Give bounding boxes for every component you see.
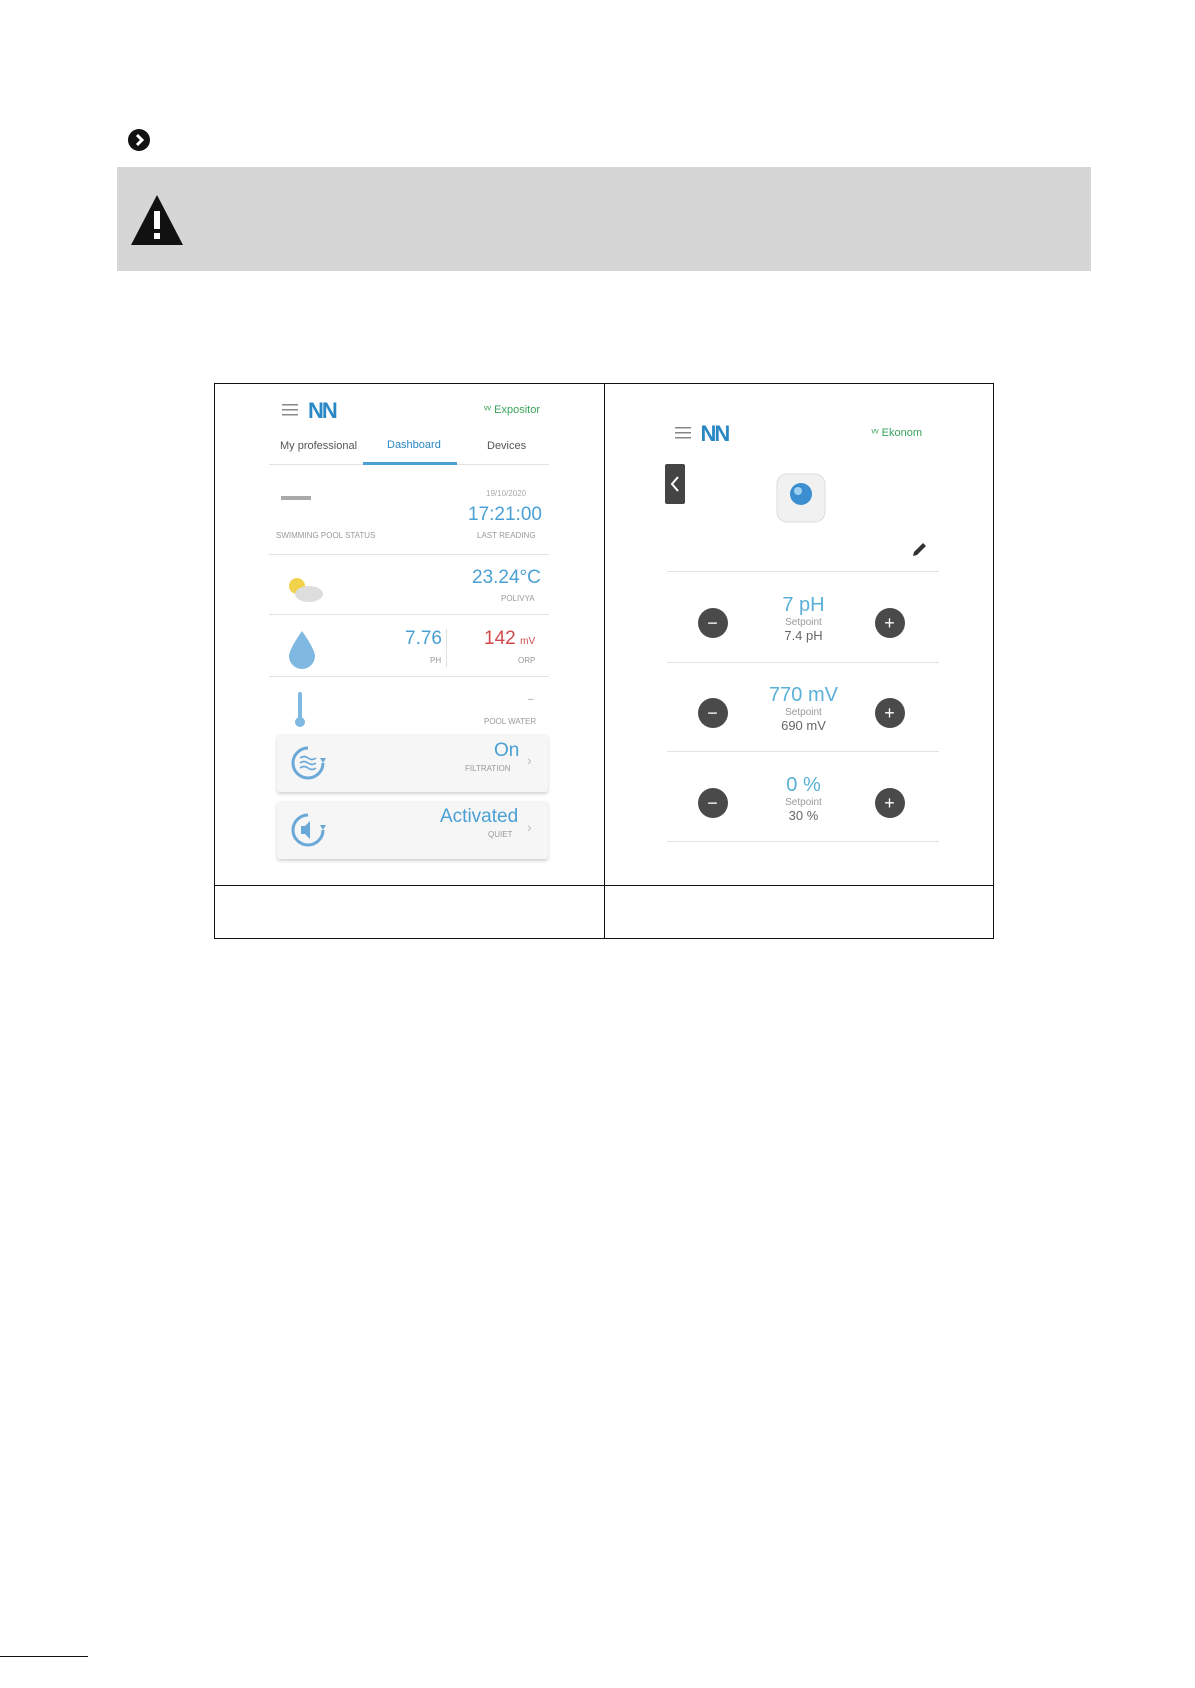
status-date: 19/10/2020 — [486, 489, 527, 498]
percent-setpoint: 30 % — [788, 808, 819, 823]
water-drop-icon — [289, 631, 315, 669]
signal-icon: ᵛᵛ — [871, 427, 882, 439]
decrease-ph-button[interactable]: − — [698, 608, 728, 638]
device-control-screen — [605, 384, 994, 885]
left-screenshot-cell — [215, 384, 605, 886]
menu-icon[interactable] — [675, 427, 691, 439]
status-label: SWIMMING POOL STATUS — [276, 531, 376, 540]
right-screenshot-cell — [604, 384, 994, 886]
weather-temperature: 23.24°C — [472, 567, 541, 588]
app-logo: NN — [700, 421, 729, 446]
thermometer-icon — [294, 692, 306, 728]
ph-current: 7 pH — [782, 594, 825, 616]
tab-my-professional[interactable]: My professional — [280, 440, 358, 452]
pool-water-label: POOL WATER — [484, 717, 537, 726]
decrease-orp-button[interactable]: − — [698, 698, 728, 728]
orp-current: 770 mV — [769, 684, 838, 706]
tab-active-indicator — [363, 462, 457, 465]
setpoint-label: Setpoint — [785, 797, 822, 808]
weather-label: POLIVYA — [501, 594, 535, 603]
chevron-right-icon: › — [527, 752, 532, 768]
status-time: 17:21:00 — [468, 504, 542, 525]
left-caption-cell — [215, 886, 605, 939]
quiet-value: Activated — [440, 806, 519, 827]
percent-current: 0 % — [786, 774, 821, 796]
ph-control — [744, 594, 864, 643]
warning-box — [117, 167, 1091, 271]
device-status[interactable] — [872, 427, 922, 439]
ph-setpoint: 7.4 pH — [784, 628, 823, 643]
status-indicator — [281, 496, 311, 500]
chevron-right-icon — [128, 129, 150, 151]
divider — [667, 662, 939, 663]
app-logo: NN — [308, 398, 336, 423]
chevron-right-icon: › — [527, 819, 532, 835]
divider — [269, 554, 549, 555]
signal-icon: ᵛᵛ — [484, 404, 495, 416]
device-status[interactable] — [484, 404, 540, 416]
partly-cloudy-icon — [285, 576, 327, 604]
device-name: Expositor — [494, 404, 540, 416]
edit-icon[interactable] — [910, 541, 928, 559]
filtration-icon — [290, 744, 326, 782]
quiet-label: QUIET — [488, 830, 513, 839]
orp-setpoint: 690 mV — [781, 718, 826, 733]
chem-separator — [446, 629, 447, 667]
divider — [269, 614, 549, 615]
back-button[interactable] — [665, 464, 685, 504]
screenshot-table — [214, 383, 994, 939]
warning-icon — [129, 193, 185, 247]
orp-control — [744, 684, 864, 733]
divider — [667, 571, 939, 572]
orp-reading — [484, 628, 535, 650]
tab-devices[interactable]: Devices — [487, 440, 527, 452]
increase-percent-button[interactable]: + — [875, 788, 905, 818]
menu-icon[interactable] — [282, 404, 298, 416]
orp-value: 142 — [484, 628, 516, 649]
increase-ph-button[interactable]: + — [875, 608, 905, 638]
ph-value: 7.76 — [405, 628, 442, 649]
filtration-label: FILTRATION — [465, 764, 511, 773]
increase-orp-button[interactable]: + — [875, 698, 905, 728]
dashboard-screen — [215, 384, 604, 885]
pool-water-value: – — [528, 694, 534, 705]
orp-unit: mV — [520, 636, 536, 647]
last-reading-label: LAST READING — [477, 531, 536, 540]
divider — [269, 676, 549, 677]
ph-label: PH — [430, 656, 442, 665]
percent-control — [744, 774, 864, 823]
orp-label: ORP — [518, 656, 536, 665]
filtration-value: On — [494, 740, 520, 761]
setpoint-label: Setpoint — [785, 617, 822, 628]
decrease-percent-button[interactable]: − — [698, 788, 728, 818]
speaker-icon — [290, 811, 326, 849]
divider — [667, 841, 939, 842]
device-name: Ekonom — [881, 427, 922, 439]
chevron-left-icon — [665, 464, 685, 504]
divider — [667, 751, 939, 752]
tab-dashboard[interactable]: Dashboard — [387, 439, 441, 451]
right-caption-cell — [604, 886, 994, 939]
setpoint-label: Setpoint — [785, 707, 822, 718]
device-image — [773, 470, 829, 526]
footer-rule — [0, 1656, 88, 1657]
